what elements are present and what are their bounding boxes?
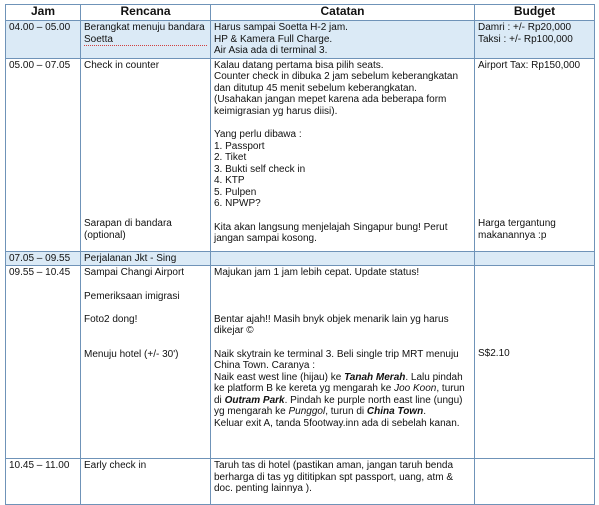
catatan-line: Keluar exit A, tanda 5footway.inn ada di sebelah kanan. <box>214 417 460 429</box>
catatan-line: 3. Bukti self check in <box>214 163 306 175</box>
table-row <box>6 21 595 59</box>
catatan-line: 2. Tiket <box>214 152 247 163</box>
cell-budget <box>475 21 595 59</box>
budget-line: Airport Tax: Rp150,000 <box>478 59 581 71</box>
catatan-line: Kalau datang pertama bisa pilih seats. <box>214 59 384 71</box>
cell-jam: 10.45 – 11.00 <box>6 459 81 505</box>
catatan-line: Naik skytrain ke terminal 3. Beli single trip MRT menuju China Town. Caranya : <box>214 348 459 371</box>
catatan-line: Counter check in dibuka 2 jam sebelum keberangkatan dan ditutup 45 menit sebelum keberangkatan. <box>214 71 459 94</box>
rencana-line: Sarapan di bandara (optional) <box>84 218 172 241</box>
header-catatan: Catatan <box>211 5 475 21</box>
cell-jam: 07.05 – 09.55 <box>6 251 81 266</box>
cell-rencana <box>81 266 211 459</box>
budget-line: Taksi : +/- Rp100,000 <box>478 33 573 45</box>
cell-rencana <box>81 459 211 505</box>
header-row <box>6 5 595 21</box>
rencana-line: Pemeriksaan imigrasi <box>84 290 180 302</box>
catatan-line: (Usahakan jangan mepet karena ada beberapa form keimigrasian yg harus diisi). <box>214 94 447 117</box>
cell-catatan <box>211 58 475 251</box>
header-budget: Budget <box>475 5 595 21</box>
table-row <box>6 251 595 266</box>
rencana-line: Sampai Changi Airport <box>84 267 185 278</box>
header-rencana: Rencana <box>81 5 211 21</box>
table-row <box>6 58 595 251</box>
catatan-line: Majukan jam 1 jam lebih cepat. Update status! <box>214 267 420 278</box>
cell-catatan <box>211 459 475 505</box>
cell-jam: 04.00 – 05.00 <box>6 21 81 59</box>
budget-line: Harga tergantung makanannya :p <box>478 218 556 241</box>
catatan-line: 5. Pulpen <box>214 186 257 198</box>
catatan-line: Kita akan langsung menjelajah Singapur bung! Perut jangan sampai kosong. <box>214 221 448 244</box>
catatan-line: Taruh tas di hotel (pastikan aman, jangan taruh benda berharga di tas yg dititipkan spt passport, uang, atm & doc. penting lainnya ). <box>214 460 454 494</box>
cell-catatan <box>211 266 475 459</box>
budget-line: Damri : +/- Rp20,000 <box>478 22 572 33</box>
table-row <box>6 459 595 505</box>
rencana-line: Check in counter <box>84 59 160 71</box>
table-row <box>6 266 595 459</box>
catatan-line: Harus sampai Soetta H-2 jam. <box>214 22 348 33</box>
catatan-line: Yang perlu dibawa : <box>214 129 302 140</box>
catatan-line: Bentar ajah!! Masih bnyk objek menarik lain yg harus dikejar © <box>214 313 449 336</box>
cell-rencana <box>81 21 211 59</box>
catatan-line: 6. NPWP? <box>214 198 261 209</box>
catatan-line: Air Asia ada di terminal 3. <box>214 45 328 56</box>
rencana-line: Early check in <box>84 460 147 471</box>
cell-jam: 05.00 – 07.05 <box>6 58 81 251</box>
header-jam: Jam <box>6 5 81 21</box>
cell-catatan <box>211 251 475 266</box>
cell-rencana <box>81 251 211 266</box>
cell-catatan <box>211 21 475 59</box>
rencana-line: Berangkat menuju bandara Soetta <box>84 22 207 46</box>
budget-line: S$2.10 <box>478 348 510 359</box>
itinerary-table <box>5 4 595 505</box>
cell-budget <box>475 58 595 251</box>
cell-jam: 09.55 – 10.45 <box>6 266 81 459</box>
rencana-line: Menuju hotel (+/- 30') <box>84 348 179 360</box>
catatan-line: Naik east west line (hijau) ke Tanah Merah. Lalu pindah ke platform B ke kereta yg mengarah ke Joo Koon, turun di Outram Park. Pindah ke purple north east line (ungu) yg mengarah ke Punggol, turun di China Town. <box>214 371 465 417</box>
catatan-line: 1. Passport <box>214 140 265 152</box>
catatan-line: HP & Kamera Full Charge. <box>214 33 333 45</box>
rencana-line: Perjalanan Jkt - Sing <box>84 252 177 264</box>
cell-rencana <box>81 58 211 251</box>
cell-budget <box>475 251 595 266</box>
rencana-line: Foto2 dong! <box>84 314 138 325</box>
catatan-line: 4. KTP <box>214 175 245 186</box>
cell-budget <box>475 459 595 505</box>
cell-budget <box>475 266 595 459</box>
